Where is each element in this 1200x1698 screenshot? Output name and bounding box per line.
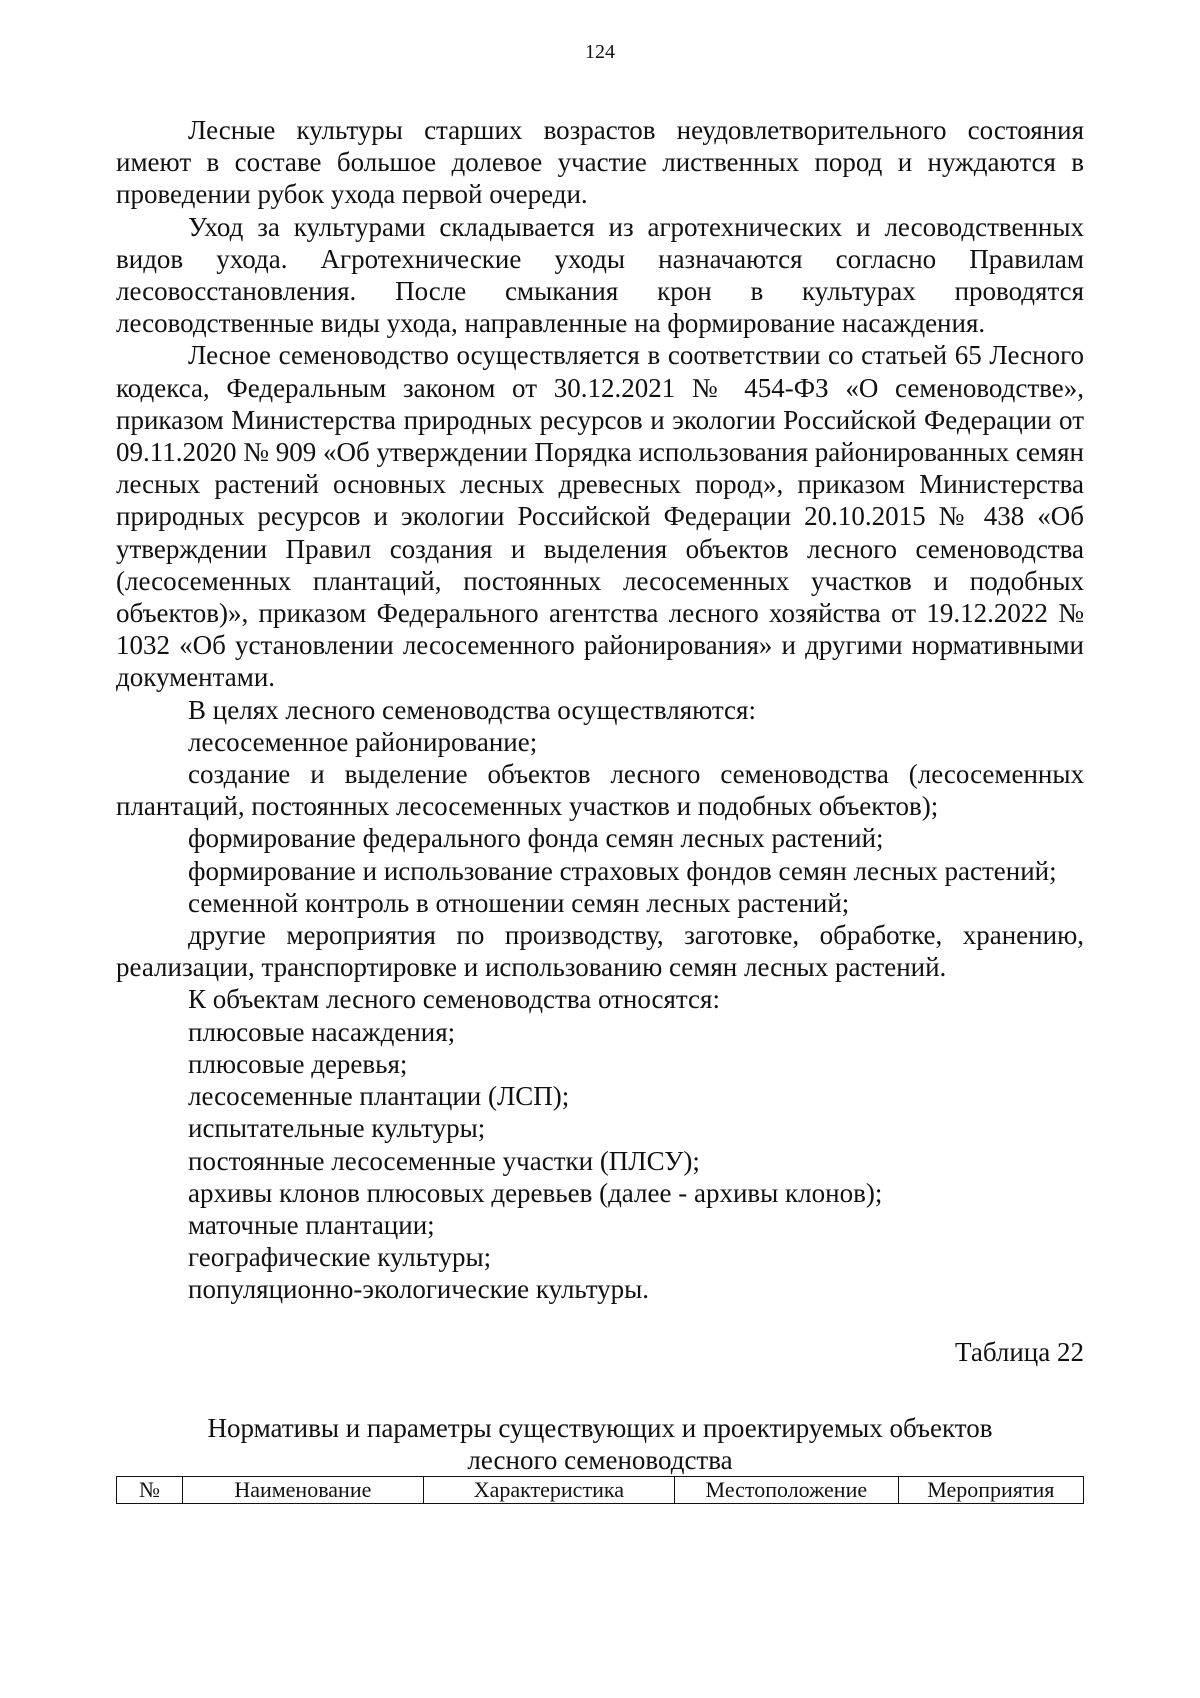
list-item: плюсовые деревья;: [188, 1048, 408, 1079]
list-item: плюсовые насаждения;: [188, 1016, 456, 1047]
list-item: маточные плантации;: [188, 1209, 435, 1240]
list-item: популяционно-экологические культуры.: [188, 1274, 650, 1305]
column-header-number: №: [117, 1476, 183, 1503]
list-item: испытательные культуры;: [188, 1113, 486, 1144]
spacer: [116, 1306, 1084, 1336]
list-item: лесосеменные плантации (ЛСП);: [188, 1081, 570, 1112]
table-caption: Таблица 22: [955, 1336, 1084, 1367]
list-item: семенной контроль в отношении семян лесных растений;: [188, 887, 850, 918]
paragraph-seed-production-law: Лесное семеноводство осуществляется в соответствии со статьей 65 Лесного кодекса, Федеральным законом от 30.12.2021 № 454-ФЗ «О семеноводстве», приказом Министерства природных ресурсов и экологии Российской Федерации от 09.11.2020 № 909 «Об утверждении Порядка использования районированных семян лесных растений основных лесных древесных пород», приказом Министерства природных ресурсов и экологии Российской Федерации 20.10.2015 № 438 «Об утверждении Правил создания и выделения объектов лесного семеноводства (лесосеменных плантаций, постоянных лесосеменных участков и подобных объектов)», приказом Федерального агентства лесного хозяйства от 19.12.2022 № 1032 «Об установлении лесосеменного районирования» и другими нормативными документами.: [116, 340, 1084, 693]
paragraph-objects-intro: К объектам лесного семеноводства относятся:: [188, 984, 720, 1015]
paragraph-culture-care: Уход за культурами складывается из агротехнических и лесоводственных видов ухода. Агротехнические уходы назначаются согласно Правилам лесовосстановления. После смыкания крон в культурах проводятся лесоводственные виды ухода, направленные на формирование насаждения.: [116, 211, 1084, 339]
column-header-location: Местоположение: [675, 1476, 899, 1503]
column-header-activities: Мероприятия: [898, 1476, 1083, 1503]
document-body: [116, 114, 1084, 1504]
norms-table: [116, 1476, 1084, 1504]
table-header-row: [117, 1476, 1084, 1503]
seed-objects-list: [116, 1016, 1084, 1306]
table-title-line: Нормативы и параметры существующих и проектируемых объектов: [207, 1412, 993, 1443]
table-title: [116, 1412, 1084, 1476]
table-title-line: лесного семеноводства: [467, 1444, 733, 1475]
list-item: формирование и использование страховых фондов семян лесных растений;: [188, 855, 1057, 886]
list-item: создание и выделение объектов лесного семеноводства (лесосеменных плантаций, постоянных лесосеменных участков и подобных объектов);: [116, 759, 1084, 822]
paragraph-forest-cultures: Лесные культуры старших возрастов неудовлетворительного состояния имеют в составе большое долевое участие лиственных пород и нуждаются в проведении рубок ухода первой очереди.: [116, 115, 1084, 210]
list-item: лесосеменное районирование;: [188, 726, 538, 757]
list-item: архивы клонов плюсовых деревьев (далее - архивы клонов);: [188, 1177, 883, 1208]
list-item: географические культуры;: [188, 1242, 492, 1273]
column-header-name: Наименование: [183, 1476, 424, 1503]
paragraph-seed-goals-intro: В целях лесного семеноводства осуществляются:: [188, 694, 756, 725]
list-item: другие мероприятия по производству, заготовке, обработке, хранению, реализации, транспортировке и использованию семян лесных растений.: [116, 920, 1084, 983]
page-number: 124: [585, 41, 615, 63]
list-item: постоянные лесосеменные участки (ПЛСУ);: [188, 1145, 700, 1176]
column-header-characteristic: Характеристика: [423, 1476, 674, 1503]
list-item: формирование федерального фонда семян лесных растений;: [188, 823, 884, 854]
seed-activities-list: [116, 726, 1084, 984]
